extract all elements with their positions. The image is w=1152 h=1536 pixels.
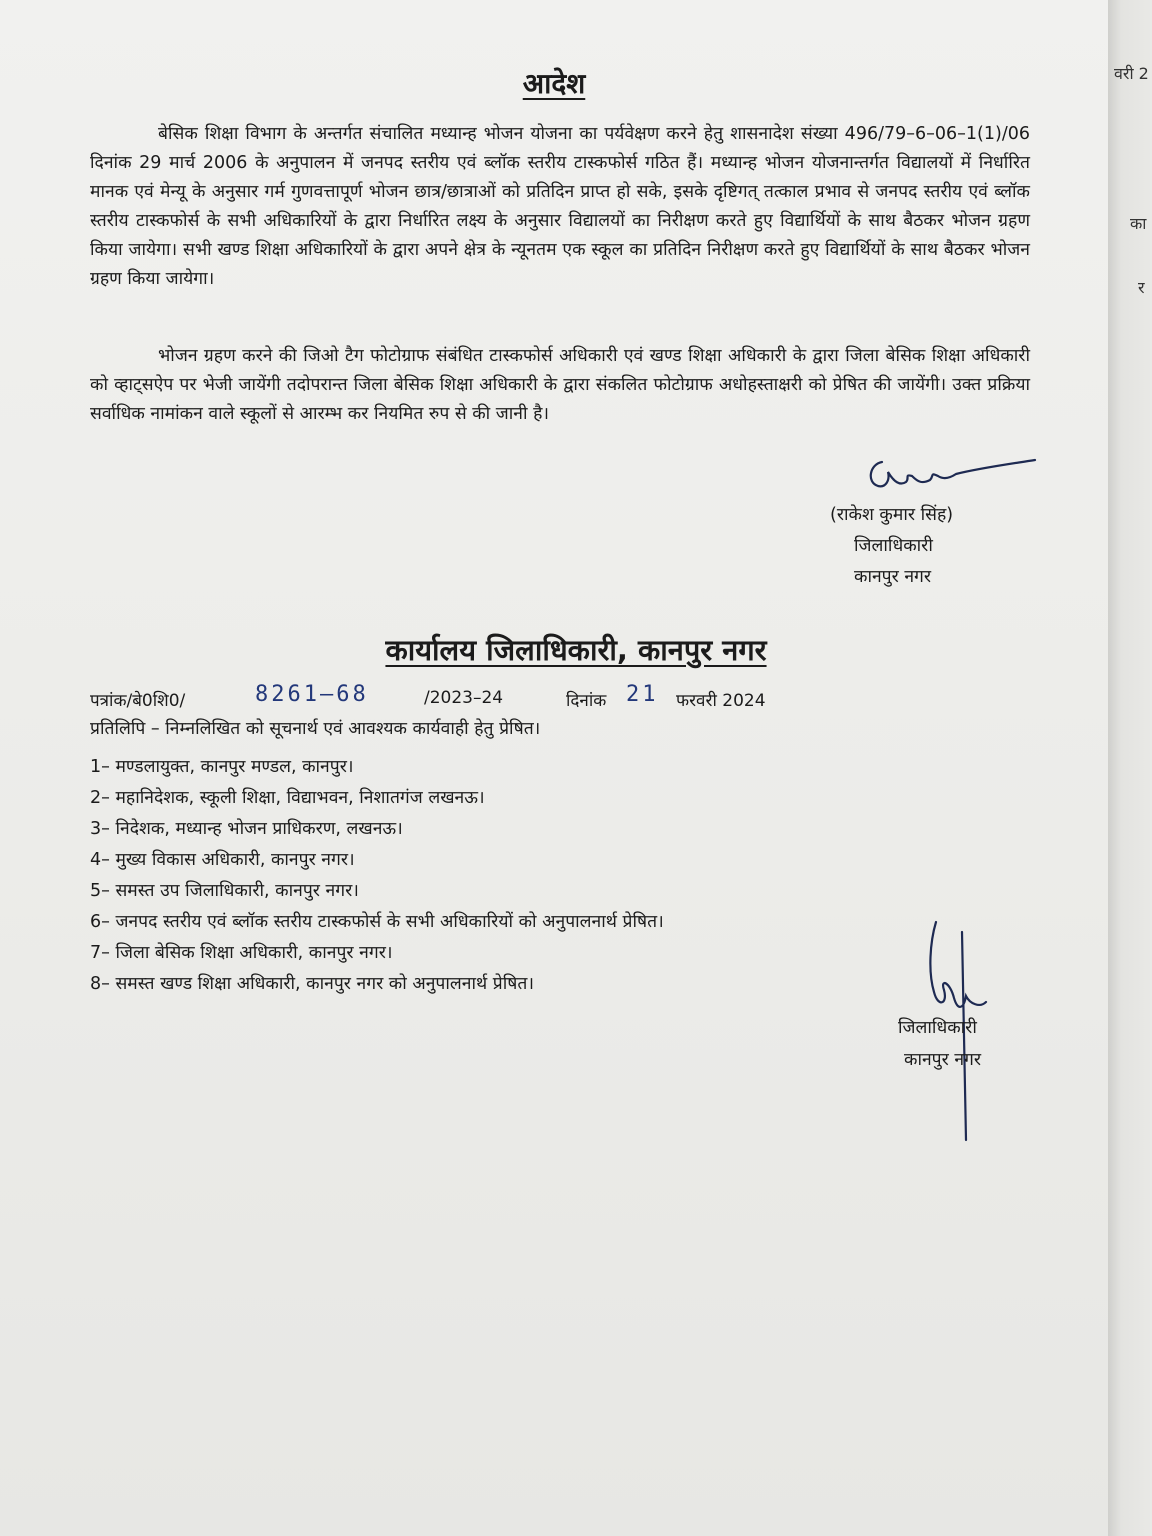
list-item: 6– जनपद स्तरीय एवं ब्लॉक स्तरीय टास्कफोर्स के सभी अधिकारियों को अनुपालनार्थ प्रेषित। <box>90 912 664 932</box>
edge-fragment: का <box>1130 214 1147 233</box>
order-title: आदेश <box>522 67 586 100</box>
list-item: 4– मुख्य विकास अधिकारी, कानपुर नगर। <box>90 850 355 870</box>
ref-prefix: पत्रांक/बे0शि0/ <box>90 691 186 711</box>
list-item: 8– समस्त खण्ड शिक्षा अधिकारी, कानपुर नगर को अनुपालनार्थ प्रेषित। <box>90 974 534 994</box>
signer-place: कानपुर नगर <box>854 567 932 587</box>
cc-list <box>90 752 664 1000</box>
date-rest: फरवरी 2024 <box>676 691 766 711</box>
cc-intro: प्रतिलिपि – निम्नलिखित को सूचनार्थ एवं आवश्यक कार्यवाही हेतु प्रेषित। <box>90 719 541 739</box>
order-signature-block <box>830 500 1008 593</box>
signer-name: (राकेश कुमार सिंह) <box>830 505 954 525</box>
ref-number-handwritten: 8261–68 <box>255 682 369 707</box>
order-paragraph-2: भोजन ग्रहण करने की जिओ टैग फोटोग्राफ संबंधित टास्कफोर्स अधिकारी एवं खण्ड शिक्षा अधिकारी के द्वारा जिला बेसिक शिक्षा अधिकारी को व्हाट्सऐप पर भेजी जायेंगी तदोपरान्त जिला बेसिक शिक्षा अधिकारी के द्वारा संकलित फोटोग्राफ अधोहस्ताक्षरी को प्रेषित की जायेंगी। उक्त प्रक्रिया सर्वाधिक नामांकन वाले स्कूलों से आरम्भ कर नियमित रुप से की जानी है। <box>90 346 1030 424</box>
signer-designation: जिलाधिकारी <box>854 536 933 556</box>
edge-fragment: वरी 2 <box>1114 64 1149 83</box>
list-item: 5– समस्त उप जिलाधिकारी, कानपुर नगर। <box>90 881 359 901</box>
list-item: 7– जिला बेसिक शिक्षा अधिकारी, कानपुर नगर। <box>90 943 393 963</box>
signer-place-2: कानपुर नगर <box>904 1050 982 1070</box>
signature-mark <box>860 452 1040 502</box>
signer-designation-2: जिलाधिकारी <box>898 1018 977 1038</box>
date-day-handwritten: 21 <box>626 682 659 707</box>
edge-fragment: र <box>1138 278 1145 297</box>
list-item: 3– निदेशक, मध्यान्ह भोजन प्राधिकरण, लखनऊ। <box>90 819 403 839</box>
list-item: 2– महानिदेशक, स्कूली शिक्षा, विद्याभवन, निशातगंज लखनऊ। <box>90 788 485 808</box>
second-signature-block <box>898 1012 981 1076</box>
ref-year: /2023–24 <box>424 688 504 708</box>
date-label: दिनांक <box>566 691 607 711</box>
order-paragraph-1: बेसिक शिक्षा विभाग के अन्तर्गत संचालित मध्यान्ह भोजन योजना का पर्यवेक्षण करने हेतु शासनादेश संख्या 496/79–6–06–1(1)/06 दिनांक 29 मार्च 2006 के अनुपालन में जनपद स्तरीय एवं ब्लॉक स्तरीय टास्कफोर्स गठित हैं। मध्यान्ह भोजन योजनान्तर्गत विद्यालयों में निर्धारित मानक एवं मेन्यू के अनुसार गर्म गुणवत्तापूर्ण भोजन छात्र/छात्राओं को प्रतिदिन प्राप्त हो सके, इसके दृष्टिगत् तत्काल प्रभाव से जनपद स्तरीय एवं ब्लॉक स्तरीय टास्कफोर्स के सभी अधिकारियों के द्वारा निर्धारित लक्ष्य के अनुसार विद्यालयों का निरीक्षण करते हुए विद्यार्थियों के साथ बैठकर भोजन ग्रहण किया जायेगा। सभी खण्ड शिक्षा अधिकारियों के द्वारा अपने क्षेत्र के न्यूनतम एक स्कूल का प्रतिदिन निरीक्षण करते हुए विद्यार्थियों के साथ बैठकर भोजन ग्रहण किया जायेगा। <box>90 124 1030 289</box>
office-title: कार्यालय जिलाधिकारी, कानपुर नगर <box>385 633 767 667</box>
list-item: 1– मण्डलायुक्त, कानपुर मण्डल, कानपुर। <box>90 757 354 777</box>
adjacent-page-edge <box>1108 0 1152 1536</box>
